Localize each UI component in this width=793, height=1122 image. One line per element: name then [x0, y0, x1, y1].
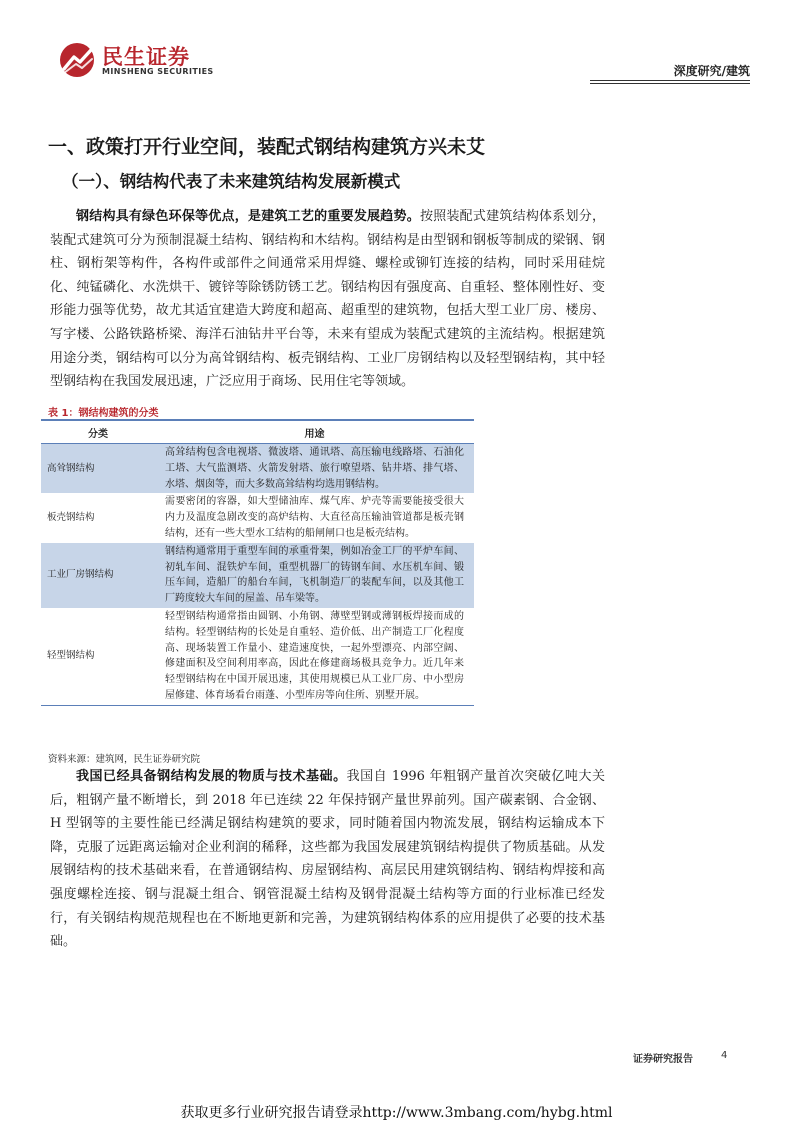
- footer-report-label: 证券研究报告: [633, 1054, 693, 1065]
- table-cell-use: 高耸结构包含电视塔、微波塔、通讯塔、高压输电线路塔、石油化工塔、大气监测塔、火箭发射塔、旅行嘹望塔、钻井塔、排气塔、水塔、烟囱等，而大多数高耸结构均选用钢结构。: [155, 444, 474, 494]
- body-paragraph-2: [50, 765, 605, 954]
- table-cell-category: 轻型钢结构: [47, 650, 95, 662]
- logo-chinese-name: 民生证券: [102, 45, 190, 69]
- paragraph-text: 我国自 1996 年粗钢产量首次突破亿吨大关后，粗钢产量不断增长，到 2018 年已连续 22 年保持钢产量世界前列。国产碳素钢、合金钢、H 型钢等的主要性能已经满足钢结构建筑的要求，同时随着国内物流发展，钢结构运输成本下降，克服了远距离运输对企业利润的稀释，这些都为我国发展建筑钢结构提供了物质基础。从发展钢结构的技术基础来看，在普通钢结构、房屋钢结构、高层民用建筑钢结构、钢结构焊接和高强度螺栓连接、钢与混凝土组合、钢管混凝土结构及钢骨混凝土结构等方面的行业标准已经发行，有关钢结构规范规程也在不断地更新和完善，为建筑钢结构体系的应用提供了必要的技术基础。: [50, 769, 605, 950]
- table-header-category: 分类: [41, 421, 155, 444]
- table-source: 资料来源：建筑网，民生证券研究院: [48, 754, 201, 765]
- table-row: [41, 543, 474, 608]
- promo-link[interactable]: 获取更多行业研究报告请登录http://www.3mbang.com/hybg.html: [180, 1105, 613, 1121]
- table-cell-category: 高耸钢结构: [41, 444, 155, 494]
- table-header-use: 用途: [155, 421, 474, 444]
- table-row: [41, 444, 474, 494]
- steel-structure-table: [41, 419, 474, 706]
- table-row: [41, 608, 474, 705]
- table-title: 表 1：钢结构建筑的分类: [48, 408, 159, 419]
- subsection-title: （一）、钢结构代表了未来建筑结构发展新模式: [62, 172, 401, 191]
- page-number: 4: [721, 1050, 728, 1061]
- body-paragraph-1: [50, 205, 605, 394]
- minsheng-logo-icon: [58, 42, 96, 78]
- table-cell-use: 钢结构通常用于重型车间的承重骨架，例如冶金工厂的平炉车间、初轧车间、混铁炉车间，重型机器厂的铸钢车间、水压机车间、锻压车间，造船厂的船台车间，飞机制造厂的装配车间，以及其他工厂跨度较大车间的屋盖、吊车梁等。: [155, 543, 474, 608]
- table-cell-use: 需要密闭的容器，如大型储油库、煤气库、炉壳等需要能接受很大内力及温度急剧改变的高炉结构、大直径高压输油管道都是板壳钢结构，还有一些大型水工结构的船闸闸口也是板壳结构。: [165, 496, 464, 539]
- header-divider: [590, 80, 750, 81]
- table-cell-category: 工业厂房钢结构: [41, 543, 155, 608]
- paragraph-text: 按照装配式建筑结构体系划分，装配式建筑可分为预制混凝土结构、钢结构和木结构。钢结构是由型钢和钢板等制成的梁钢、钢柱、钢桁架等构件，各构件或部件之间通常采用焊缝、螺栓或铆钉连接的结构，同时采用硅烷化、纯锰磷化、水洗烘干、镀锌等除锈防锈工艺。钢结构因有强度高、自重轻、整体刚性好、变形能力强等优势，故尤其适宜建造大跨度和超高、超重型的建筑物，包括大型工业厂房、楼房、写字楼、公路铁路桥梁、海洋石油钻井平台等，未来有望成为装配式建筑的主流结构。根据建筑用途分类，钢结构可以分为高耸钢结构、板壳钢结构、工业厂房钢结构以及轻型钢结构，其中轻型钢结构在我国发展迅速，广泛应用于商场、民用住宅等领域。: [50, 209, 605, 390]
- header-report-tag: 深度研究/建筑: [673, 64, 750, 78]
- table-row: [41, 493, 474, 542]
- table-cell-category: 板壳钢结构: [47, 512, 95, 524]
- paragraph-lead: 我国已经具备钢结构发展的物质与技术基础。: [76, 769, 347, 784]
- logo-english-name: MINSHENG SECURITIES: [102, 67, 214, 76]
- table-cell-use: 轻型钢结构通常指由圆钢、小角钢、薄壁型钢或薄钢板焊接而成的结构。轻型钢结构的长处是自重轻、造价低、出产制造工厂化程度高、现场装置工作量小、建造速度快，一起外型漂亮、内部空阔、修建面积及空间利用率高，因此在修建商场极具竞争力。近几年来轻型钢结构在中国开展迅速，其使用规模已从工业厂房、中小型房屋修建、体育场看台雨蓬、小型库房等向住所、别墅开展。: [165, 610, 464, 701]
- company-logo: [58, 40, 214, 80]
- table-header-row: [41, 421, 474, 444]
- header-divider: [590, 83, 750, 84]
- paragraph-lead: 钢结构具有绿色环保等优点，是建筑工艺的重要发展趋势。: [76, 209, 420, 224]
- section-title: 一、政策打开行业空间，装配式钢结构建筑方兴未艾: [48, 136, 486, 158]
